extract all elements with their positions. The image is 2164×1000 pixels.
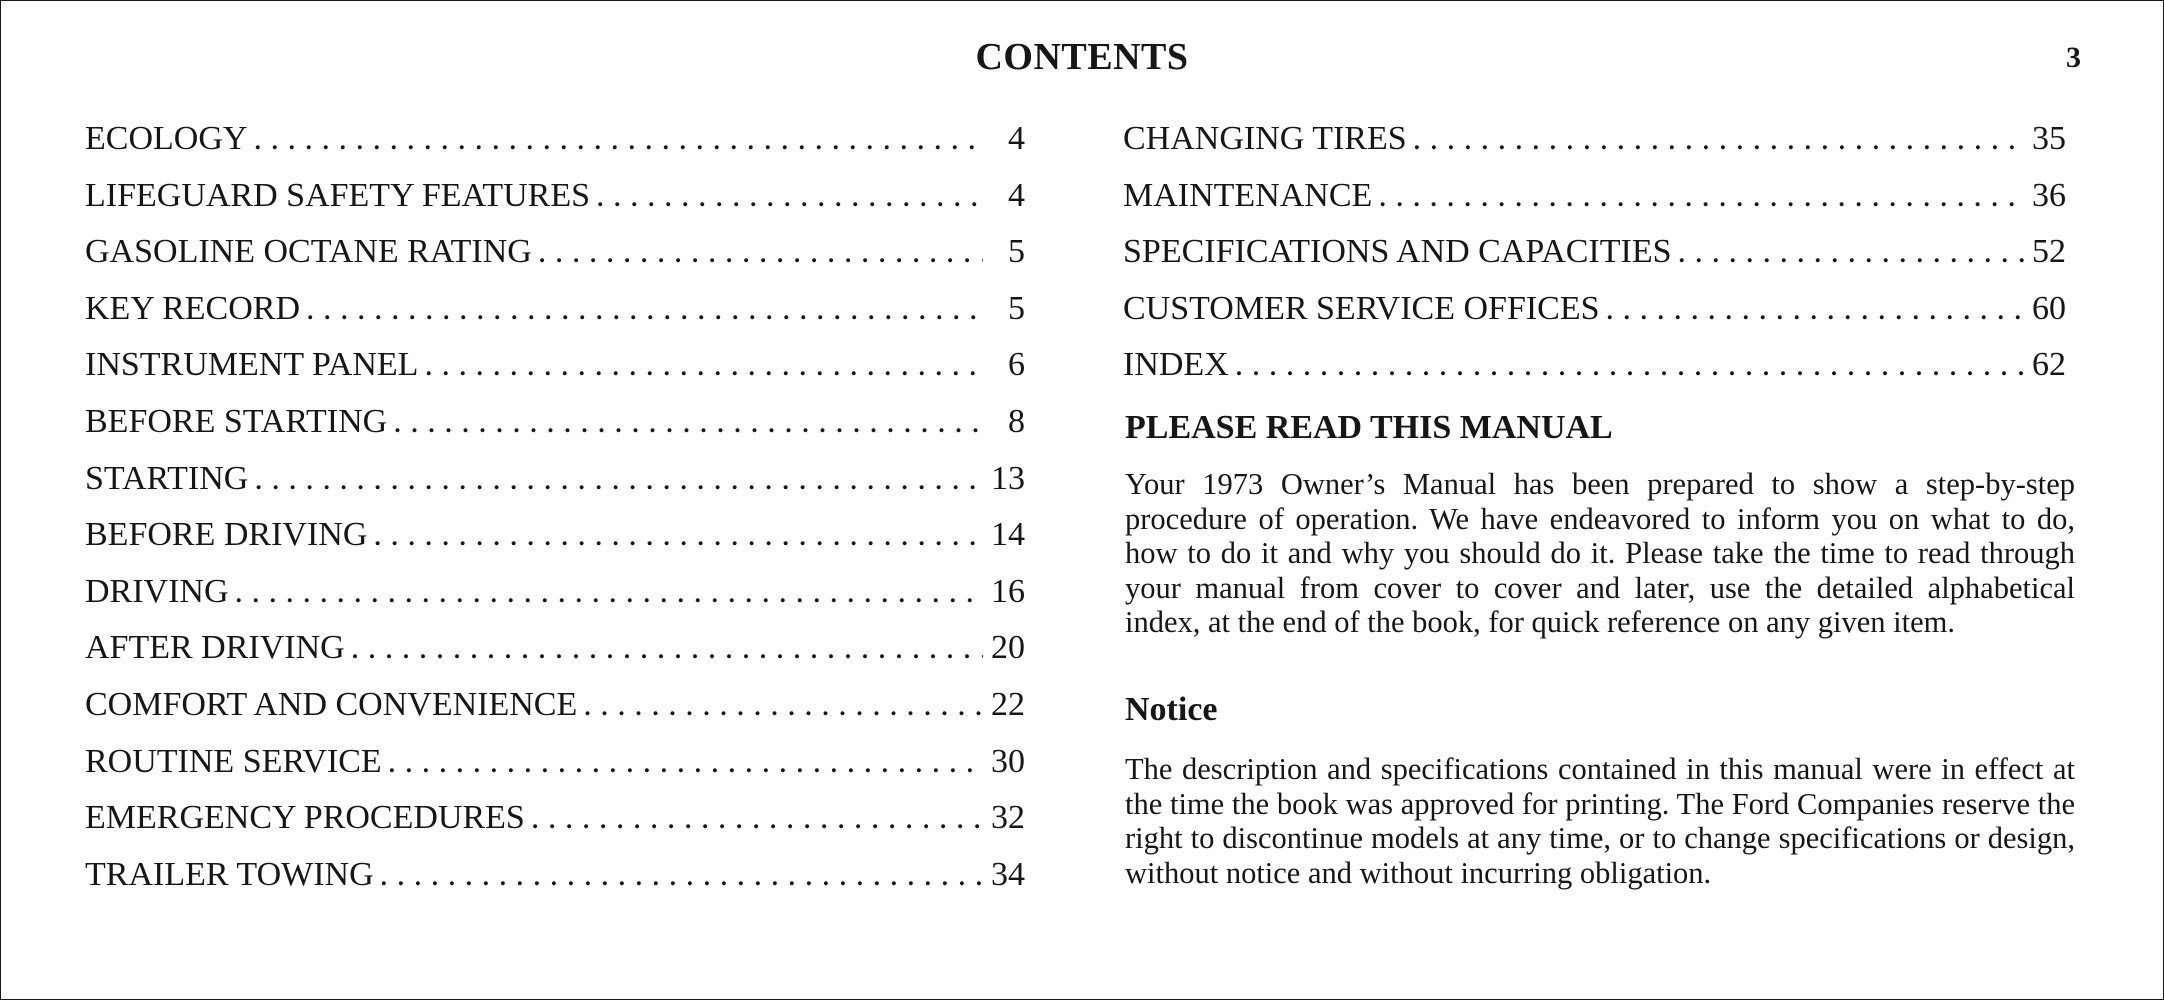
toc-entry-page: 14	[991, 516, 1025, 554]
toc-entry[interactable]	[85, 281, 1025, 338]
toc-entry-title: TRAILER TOWING	[85, 855, 374, 893]
toc-dot-leader	[254, 451, 983, 508]
toc-entry-page: 35	[2032, 120, 2066, 157]
toc-dot-leader	[1606, 281, 2024, 338]
toc-entry[interactable]	[1123, 111, 2066, 168]
toc-entry-title: EMERGENCY PROCEDURES	[85, 799, 525, 837]
toc-entry-page: 36	[2032, 176, 2066, 214]
toc-entry-page: 60	[2032, 289, 2066, 327]
toc-list-left	[85, 111, 1025, 903]
manual-section-body: Your 1973 Owner’s Manual has been prepared to show a step-by-step procedure of operation. We have endeavored to inform you on what to do, how to do it and why you should do it. Please take the time to read through your manual from cover to cover and later, use the detailed alphabetical index, at the end of the book, for quick reference on any given item.	[1125, 467, 2075, 639]
toc-entry[interactable]	[85, 847, 1025, 904]
toc-entry[interactable]	[1123, 281, 2066, 338]
notice-body: The description and specifications contained in this manual were in effect at the time the book was approved for printing. The Ford Companies reserve the right to discontinue models at any time, or to change specifications or design, without notice and without incurring obligation.	[1125, 752, 2075, 890]
toc-entry[interactable]	[85, 337, 1025, 394]
toc-dot-leader	[538, 224, 983, 281]
toc-entry-page: 5	[1008, 233, 1025, 271]
toc-entry[interactable]	[85, 734, 1025, 791]
toc-entry-title: ECOLOGY	[85, 120, 248, 157]
page-title: CONTENTS	[975, 36, 1189, 78]
toc-dot-leader	[235, 564, 983, 621]
toc-list-right	[1123, 111, 2066, 394]
toc-dot-leader	[393, 394, 983, 451]
toc-entry[interactable]	[1123, 168, 2066, 225]
toc-dot-leader	[1378, 168, 2024, 225]
toc-entry-title: COMFORT AND CONVENIENCE	[85, 685, 578, 723]
toc-entry-page: 8	[1008, 402, 1025, 440]
toc-entry-title: SPECIFICATIONS AND CAPACITIES	[1123, 233, 1672, 271]
toc-entry[interactable]	[85, 507, 1025, 564]
toc-entry-page: 34	[991, 855, 1025, 893]
manual-section-heading: PLEASE READ THIS MANUAL	[1125, 409, 1613, 446]
toc-entry-title: GASOLINE OCTANE RATING	[85, 233, 532, 271]
toc-entry[interactable]	[85, 111, 1025, 168]
toc-entry[interactable]	[85, 620, 1025, 677]
toc-entry[interactable]	[85, 168, 1025, 225]
toc-entry[interactable]	[85, 677, 1025, 734]
toc-entry[interactable]	[85, 394, 1025, 451]
toc-entry-page: 6	[1008, 346, 1025, 384]
toc-entry[interactable]	[1123, 224, 2066, 281]
toc-dot-leader	[531, 790, 983, 847]
page-number: 3	[2066, 41, 2081, 74]
toc-entry-page: 13	[991, 459, 1025, 497]
toc-entry-title: CHANGING TIRES	[1123, 120, 1407, 157]
toc-entry-page: 22	[991, 685, 1025, 723]
toc-entry-page: 20	[991, 629, 1025, 667]
toc-entry-title: AFTER DRIVING	[85, 629, 345, 667]
toc-dot-leader	[306, 281, 983, 338]
toc-entry-page: 5	[1008, 289, 1025, 327]
toc-entry[interactable]	[85, 790, 1025, 847]
toc-dot-leader	[583, 677, 983, 734]
toc-entry-title: MAINTENANCE	[1123, 176, 1373, 214]
toc-dot-leader	[351, 620, 983, 677]
toc-dot-leader	[253, 111, 983, 168]
toc-entry-page: 52	[2032, 233, 2066, 271]
toc-entry[interactable]	[85, 224, 1025, 281]
toc-entry-title: CUSTOMER SERVICE OFFICES	[1123, 289, 1600, 327]
toc-dot-leader	[380, 847, 983, 904]
toc-entry[interactable]	[1123, 337, 2066, 394]
toc-dot-leader	[1235, 337, 2024, 394]
toc-entry-title: ROUTINE SERVICE	[85, 742, 382, 780]
toc-entry-page: 30	[991, 742, 1025, 780]
toc-entry-page: 16	[991, 572, 1025, 610]
toc-entry-title: KEY RECORD	[85, 289, 301, 327]
toc-entry-title: INDEX	[1123, 346, 1229, 384]
toc-entry-title: BEFORE DRIVING	[85, 516, 368, 554]
toc-dot-leader	[373, 507, 983, 564]
toc-dot-leader	[388, 734, 983, 791]
toc-entry-page: 32	[991, 799, 1025, 837]
toc-entry[interactable]	[85, 564, 1025, 621]
toc-entry[interactable]	[85, 451, 1025, 508]
toc-entry-title: BEFORE STARTING	[85, 402, 388, 440]
toc-entry-title: DRIVING	[85, 572, 229, 610]
toc-entry-title: STARTING	[85, 459, 249, 497]
toc-entry-page: 62	[2032, 346, 2066, 384]
toc-entry-title: LIFEGUARD SAFETY FEATURES	[85, 176, 591, 214]
toc-dot-leader	[1678, 224, 2024, 281]
toc-dot-leader	[1413, 111, 2024, 168]
toc-entry-page: 4	[1008, 120, 1025, 157]
toc-dot-leader	[424, 337, 983, 394]
toc-entry-page: 4	[1008, 176, 1025, 214]
toc-entry-title: INSTRUMENT PANEL	[85, 346, 419, 384]
notice-heading: Notice	[1125, 691, 1218, 728]
toc-dot-leader	[596, 168, 983, 225]
